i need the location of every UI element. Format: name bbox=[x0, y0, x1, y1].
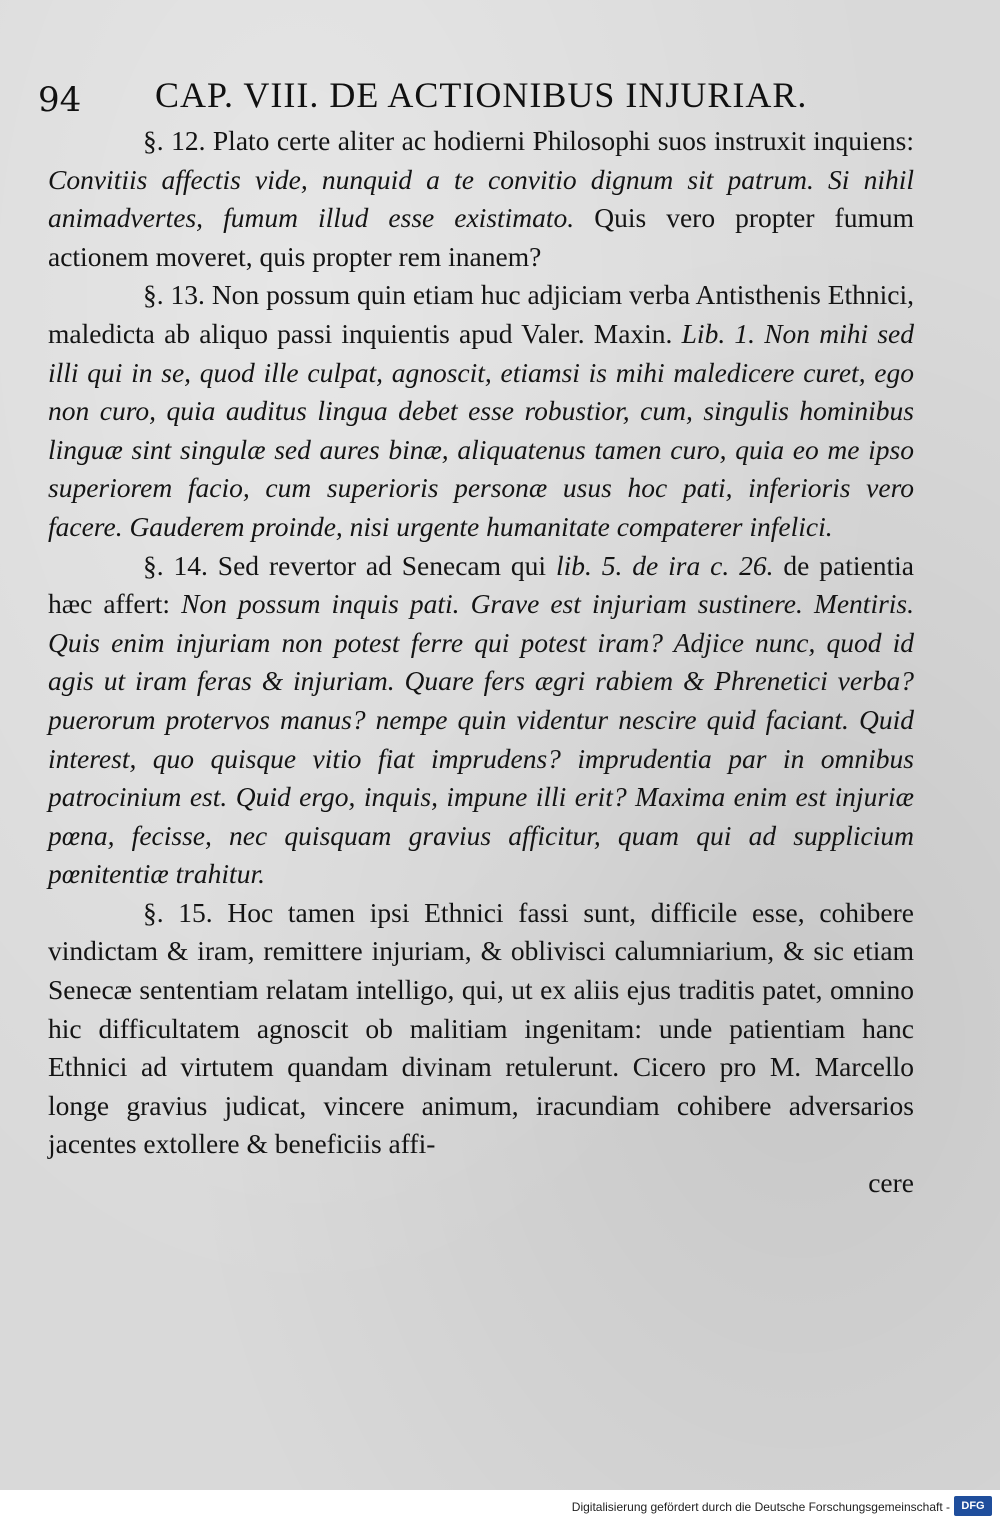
footer-bar bbox=[0, 1490, 1000, 1523]
text-segment: §. 14. Sed revertor ad Senecam qui bbox=[143, 549, 556, 581]
catchword-line bbox=[48, 1164, 914, 1203]
text-segment: de patientia hæc affert: bbox=[48, 549, 914, 620]
text-segment: §. 15. Hoc tamen ipsi Ethnici fassi sunt, difficile esse, cohibere vindictam & iram, remittere injuriam, & oblivisci calumniarium, & sic etiam Senecæ sententiam relatam intelligo, qui, ut ex aliis ejus traditis patet, omnino hic difficultatem agnoscit ob malitiam ingenitam: unde patientiam hanc Ethnici ad virtutem quandam divinam retulerunt. Cicero pro M. Marcello longe gravius judicat, vincere animum, iracundiam cohibere adversarios jacentes extollere & beneficiis affi- bbox=[48, 896, 914, 1160]
quotation: Convitiis affectis vide, nunquid a te convitio dignum sit patrum. Si nihil animadvertes, fumum illud esse existimato. bbox=[48, 163, 914, 234]
citation: lib. 5. de ira c. 26. bbox=[555, 549, 774, 581]
paragraph-14 bbox=[48, 547, 914, 894]
text-segment: §. 13. Non possum quin etiam huc adjiciam verba Antisthenis Ethnici, maledicta ab aliquo passi inquientis apud Valer. Maxin. bbox=[48, 279, 914, 349]
paragraph-13 bbox=[48, 276, 914, 546]
paragraph-12 bbox=[48, 122, 914, 276]
paragraph-15 bbox=[48, 894, 914, 1164]
text-segment: Quis vero propter fumum actionem moveret, quis propter rem inanem? bbox=[48, 202, 914, 272]
text-segment: §. 12. Plato certe aliter ac hodierni Philosophi suos instruxit inquiens: bbox=[143, 125, 914, 156]
dfg-logo-text: DFG bbox=[961, 1500, 985, 1512]
quotation: Non possum inquis pati. Grave est injuriam sustinere. Mentiris. Quis enim injuriam non potest ferre qui potest iram? Adjice nunc, quod id agis ut iram feras & injuriam. Quare fers ægri rabiem & Phrenetici verba? puerorum protervos manus? nempe quin videntur nescire quid faciant. Quid interest, quo quisque vitio fiat imprudens? imprudentia par in omnibus patrocinium est. Quid ergo, inquis, impune illi erit? Maxima enim est injuriæ pœna, fecisse, nec quisquam gravius afficitur, quam qui ad supplicium pœnitentiæ trahitur. bbox=[48, 588, 915, 890]
dfg-logo bbox=[954, 1496, 992, 1516]
running-head: CAP. VIII. DE ACTIONIBUS INJURIAR. bbox=[155, 75, 808, 115]
quotation: Lib. 1. Non mihi sed illi qui in se, quod ille culpat, agnoscit, etiamsi is mihi maledicere curet, ego non curo, quia auditus lingua debet esse robustior, cum, singulis hominibus linguæ sint singulæ sed aures binæ, aliquatenus tamen curo, quia eo me ipso superiorem facio, cum superioris personæ usus hoc pati, inferioris vero facere. Gauderem proinde, nisi urgente humanitate compaterer infelici. bbox=[48, 317, 915, 542]
digitization-credit: Digitalisierung gefördert durch die Deutsche Forschungsgemeinschaft - bbox=[571, 1500, 950, 1514]
page-number: 94 bbox=[38, 80, 82, 120]
body-text bbox=[48, 122, 914, 1203]
catchword: cere bbox=[868, 1167, 914, 1199]
